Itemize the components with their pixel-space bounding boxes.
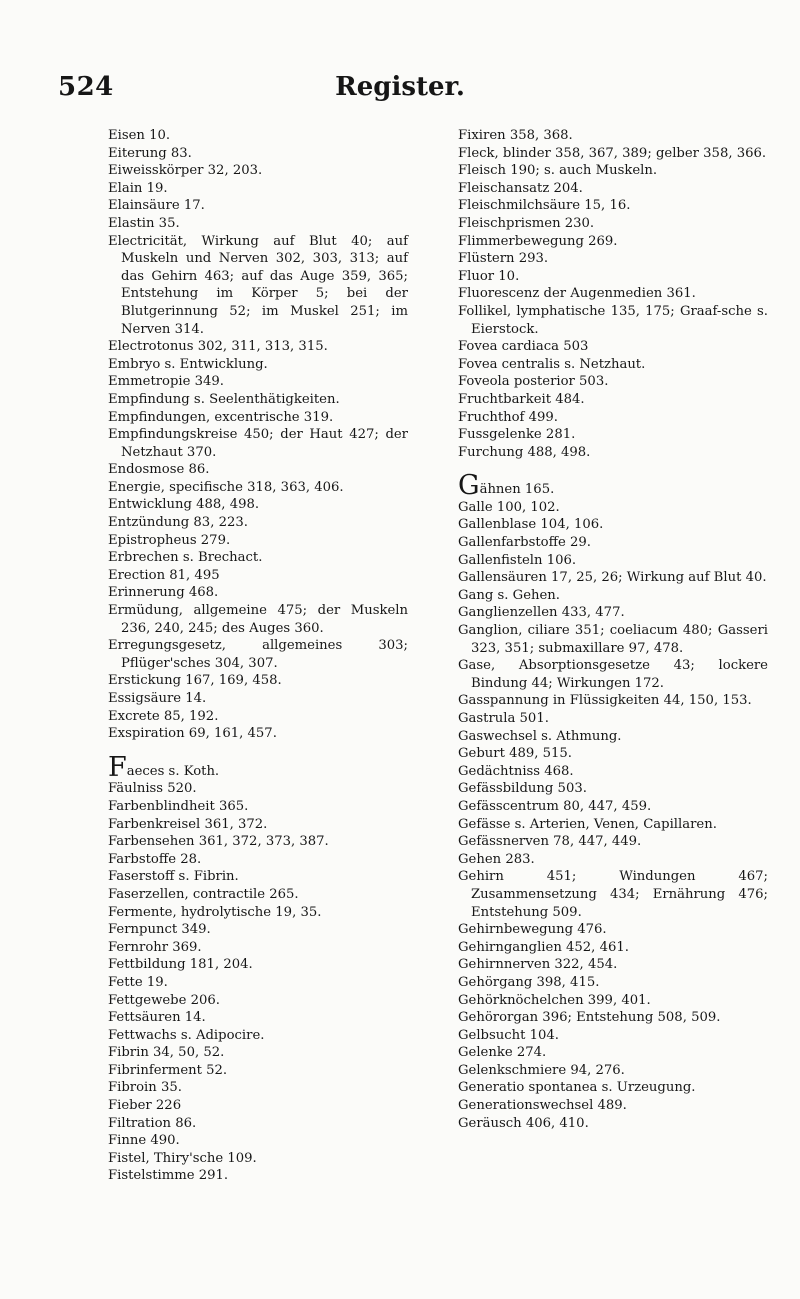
index-entry: Fibrin 34, 50, 52. <box>108 1045 225 1061</box>
index-entry: Gehirn 451; Windungen 467; Zusammensetzung 434; Ernährung 476; Entstehung 509. <box>458 869 768 920</box>
index-column-right <box>458 127 768 1132</box>
index-entry: Gallenfisteln 106. <box>458 552 577 568</box>
index-entry: Fleischansatz 204. <box>458 180 583 196</box>
index-entry: Generatio spontanea s. Urzeugung. <box>458 1080 696 1096</box>
index-entry: Fovea centralis s. Netzhaut. <box>458 356 646 372</box>
index-entry: Fettgewebe 206. <box>108 992 220 1008</box>
index-entry: Erstickung 167, 169, 458. <box>108 673 282 689</box>
index-entry-text: ähnen 165. <box>479 482 555 498</box>
index-entry: Gehörknöchelchen 399, 401. <box>458 992 651 1008</box>
index-entry: Flüstern 293. <box>458 251 549 267</box>
index-entry: Eiterung 83. <box>108 145 192 161</box>
index-entry: Farbenblindheit 365. <box>108 798 249 814</box>
index-entry: Geräusch 406, 410. <box>458 1115 589 1131</box>
section-initial-g: G <box>458 470 480 502</box>
index-entry: Foveola posterior 503. <box>458 374 609 390</box>
index-entry: Gelenkschmiere 94, 276. <box>458 1062 625 1078</box>
index-entry: Excrete 85, 192. <box>108 708 219 724</box>
index-entry: Empfindung s. Seelenthätigkeiten. <box>108 391 340 407</box>
index-entry: Gedächtniss 468. <box>458 763 574 779</box>
index-entry: Gallenfarbstoffe 29. <box>458 535 591 551</box>
index-entry: Fistelstimme 291. <box>108 1168 229 1184</box>
index-entry: Fibroin 35. <box>108 1080 182 1096</box>
index-group-f <box>108 780 408 1185</box>
index-entry: Gallenblase 104, 106. <box>458 517 604 533</box>
index-entry: Gase, Absorptionsgesetze 43; lockere Bindung 44; Wirkungen 172. <box>458 658 768 691</box>
index-entry: Fettwachs s. Adipocire. <box>108 1027 265 1043</box>
index-entry: Eisen 10. <box>108 128 171 143</box>
index-entry: Gaswechsel s. Athmung. <box>458 728 622 744</box>
running-title: Register. <box>335 72 465 102</box>
index-entry: Galle 100, 102. <box>458 499 560 515</box>
index-entry-text: aeces s. Koth. <box>126 763 220 779</box>
index-entry: Fovea cardiaca 503 <box>458 339 589 355</box>
index-entry: Gefässnerven 78, 447, 449. <box>458 834 642 850</box>
index-entry-first-f <box>108 751 408 783</box>
index-entry: Gasspannung in Flüssigkeiten 44, 150, 153. <box>458 693 752 709</box>
index-entry: Fettsäuren 14. <box>108 1010 206 1026</box>
index-group-g <box>458 499 768 1132</box>
index-entry: Fette 19. <box>108 974 168 990</box>
index-entry: Gefässbildung 503. <box>458 781 587 797</box>
index-entry: Electricität, Wirkung auf Blut 40; auf Muskeln und Nerven 302, 303, 313; auf das Gehirn 463; auf das Auge 359, 365; Entstehung im Körper 5; bei der Blutgerinnung 52; im Muskel 251; im Nerven 314. <box>108 233 408 337</box>
index-entry: Fettbildung 181, 204. <box>108 957 253 973</box>
index-entry: Endosmose 86. <box>108 462 210 478</box>
index-entry: Erection 81, 495 <box>108 567 220 583</box>
index-entry: Gehen 283. <box>458 851 535 867</box>
index-entry: Follikel, lymphatische 135, 175; Graaf-sche s. Eierstock. <box>458 303 768 337</box>
index-entry: Electrotonus 302, 311, 313, 315. <box>108 339 328 355</box>
index-entry: Fruchtbarkeit 484. <box>458 391 585 407</box>
index-entry: Gehirnnerven 322, 454. <box>458 957 618 973</box>
index-entry: Gang s. Gehen. <box>458 587 560 603</box>
index-entry: Farbenkreisel 361, 372. <box>108 816 268 832</box>
index-entry: Epistropheus 279. <box>108 532 231 548</box>
index-entry: Entzündung 83, 223. <box>108 515 248 531</box>
index-entry: Fieber 226 <box>108 1098 182 1114</box>
index-entry: Elastin 35. <box>108 215 180 231</box>
index-entry: Gehörorgan 396; Entstehung 508, 509. <box>458 1010 721 1026</box>
index-entry: Gelenke 274. <box>458 1045 547 1061</box>
index-entry: Exspiration 69, 161, 457. <box>108 726 277 742</box>
index-entry: Fixiren 358, 368. <box>458 128 573 143</box>
index-entry: Farbstoffe 28. <box>108 851 202 867</box>
index-entry: Faserstoff s. Fibrin. <box>108 869 239 885</box>
index-entry: Fernpunct 349. <box>108 922 211 938</box>
index-entry: Geburt 489, 515. <box>458 746 572 762</box>
index-entry: Erinnerung 468. <box>108 585 219 601</box>
index-group-e <box>108 127 408 743</box>
index-entry: Fruchthof 499. <box>458 409 558 425</box>
index-entry-first-g <box>458 470 768 502</box>
index-group-f-continued <box>458 127 768 461</box>
index-entry: Fernrohr 369. <box>108 939 202 955</box>
index-entry: Energie, specifische 318, 363, 406. <box>108 479 344 495</box>
index-entry: Emmetropie 349. <box>108 374 225 390</box>
index-entry: Erregungsgesetz, allgemeines 303; Pflüger'sches 304, 307. <box>108 638 408 671</box>
index-entry: Elainsäure 17. <box>108 198 205 214</box>
index-entry: Generationswechsel 489. <box>458 1098 627 1114</box>
index-entry: Gallensäuren 17, 25, 26; Wirkung auf Blut 40. <box>458 570 767 586</box>
index-entry: Essigsäure 14. <box>108 691 207 706</box>
index-entry: Filtration 86. <box>108 1115 197 1131</box>
index-entry: Fussgelenke 281. <box>458 427 576 443</box>
index-entry: Gehirnbewegung 476. <box>458 922 607 938</box>
index-entry: Elain 19. <box>108 180 168 196</box>
index-entry: Fleck, blinder 358, 367, 389; gelber 358, 366. <box>458 145 767 161</box>
index-entry: Fluor 10. <box>458 268 520 284</box>
index-entry: Fibrinferment 52. <box>108 1062 228 1078</box>
index-entry: Fermente, hydrolytische 19, 35. <box>108 904 322 920</box>
index-entry: Gehirnganglien 452, 461. <box>458 939 629 955</box>
index-entry: Erbrechen s. Brechact. <box>108 550 263 566</box>
index-entry: Fleischprismen 230. <box>458 215 595 231</box>
index-entry: Gefässe s. Arterien, Venen, Capillaren. <box>458 816 717 832</box>
index-entry: Fluorescenz der Augenmedien 361. <box>458 286 696 302</box>
index-entry: Fleisch 190; s. auch Muskeln. <box>458 163 658 179</box>
index-entry: Empfindungen, excentrische 319. <box>108 409 334 425</box>
index-entry: Finne 490. <box>108 1133 180 1149</box>
section-initial-f: F <box>108 751 127 783</box>
group-spacer <box>458 461 768 478</box>
index-entry: Fistel, Thiry'sche 109. <box>108 1150 257 1166</box>
index-entry: Ganglienzellen 433, 477. <box>458 605 625 621</box>
index-entry: Empfindungskreise 450; der Haut 427; der Netzhaut 370. <box>108 427 408 460</box>
index-entry: Ermüdung, allgemeine 475; der Muskeln 236, 240, 245; des Auges 360. <box>108 603 408 636</box>
index-entry: Farbensehen 361, 372, 373, 387. <box>108 834 329 850</box>
index-entry: Ganglion, ciliare 351; coeliacum 480; Gasseri 323, 351; submaxillare 97, 478. <box>458 623 768 656</box>
index-entry: Faserzellen, contractile 265. <box>108 886 299 902</box>
index-entry: Entwicklung 488, 498. <box>108 497 260 513</box>
index-entry: Eiweisskörper 32, 203. <box>108 163 263 179</box>
index-entry: Furchung 488, 498. <box>458 444 591 460</box>
index-entry: Embryo s. Entwicklung. <box>108 356 268 372</box>
index-entry: Gefässcentrum 80, 447, 459. <box>458 798 652 814</box>
index-entry: Flimmerbewegung 269. <box>458 233 618 249</box>
index-column-left <box>108 127 408 1185</box>
group-spacer <box>108 743 408 760</box>
index-entry: Gelbsucht 104. <box>458 1027 559 1043</box>
page-number: 524 <box>58 72 114 102</box>
index-entry: Fäulniss 520. <box>108 781 197 797</box>
page-header <box>58 72 742 112</box>
index-entry: Gehörgang 398, 415. <box>458 974 600 990</box>
index-entry: Fleischmilchsäure 15, 16. <box>458 198 631 214</box>
index-entry: Gastrula 501. <box>458 711 549 726</box>
